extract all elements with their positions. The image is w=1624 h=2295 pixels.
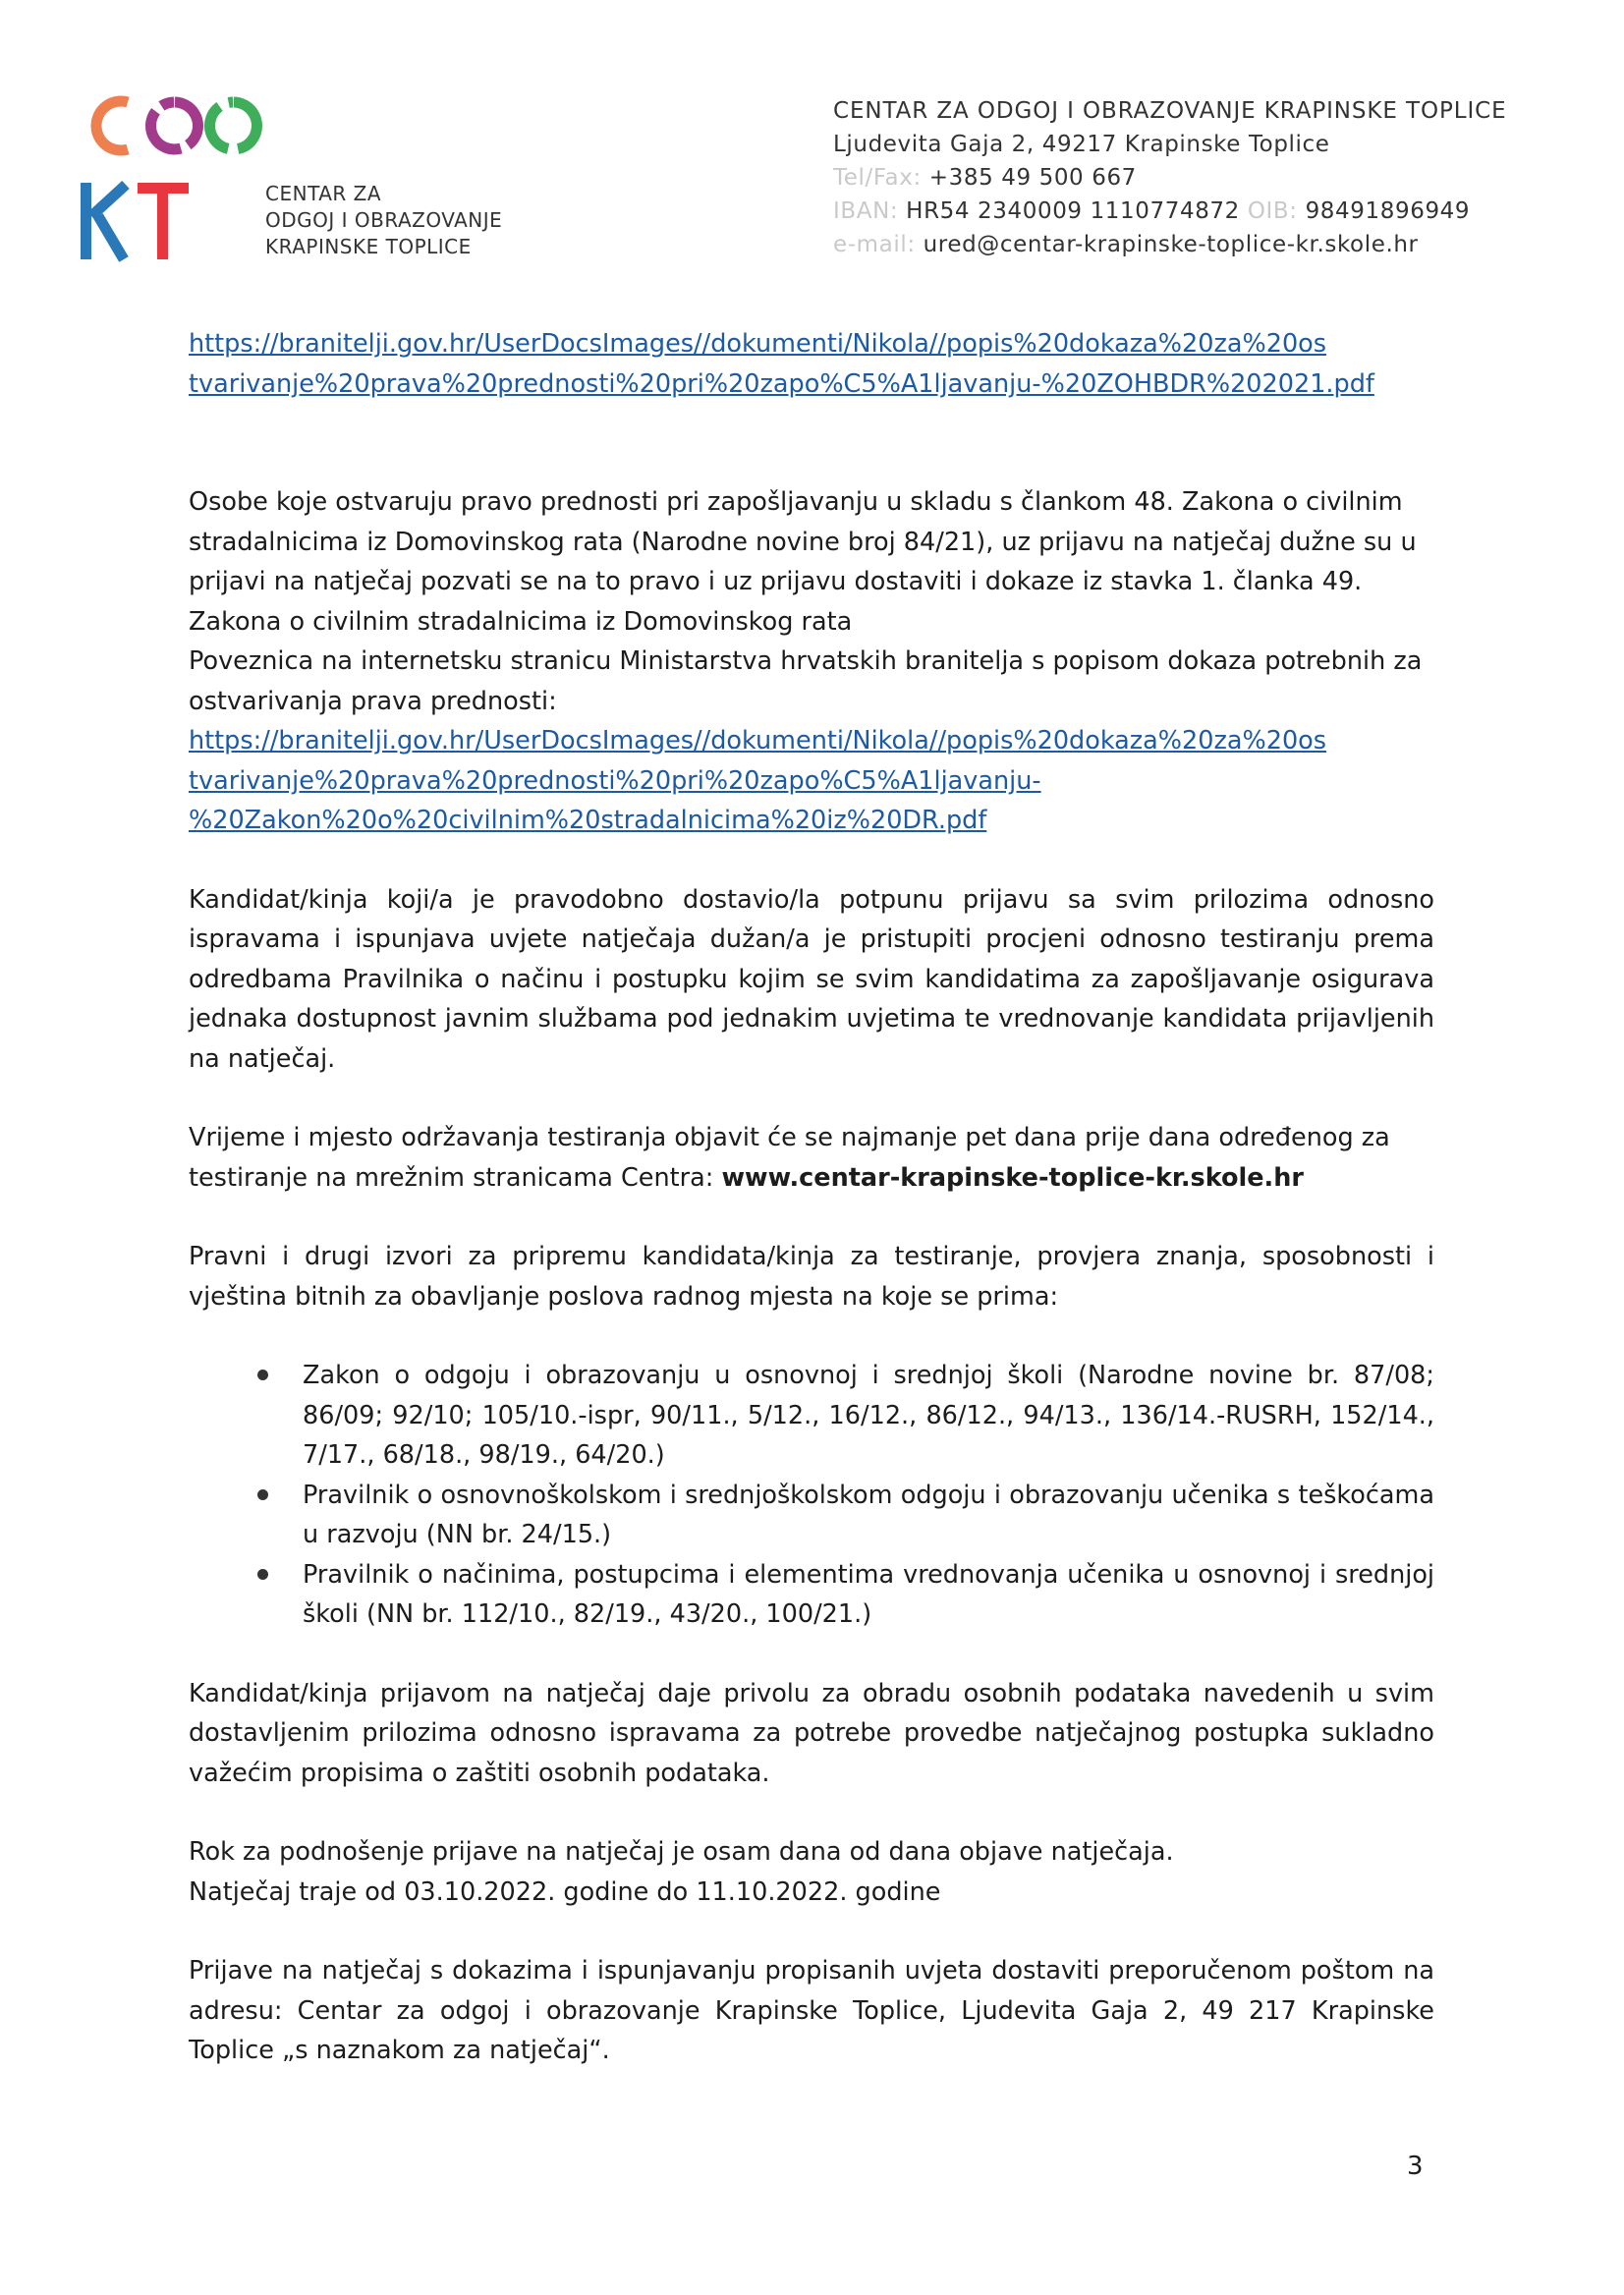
paragraph-rok-line-2: Natječaj traje od 03.10.2022. godine do 11.10.2022. godine xyxy=(189,1876,941,1907)
header-contact xyxy=(833,94,1599,261)
paragraph-izvori: Pravni i drugi izvori za pripremu kandidata/kinja za testiranje, provjera znanja, sposobnosti i vještina bitnih za obavljanje poslova radnog mjesta na koje se prima: xyxy=(189,1242,1434,1312)
address: Ljudevita Gaja 2, 49217 Krapinske Toplice xyxy=(833,132,1330,157)
oib-label: OIB: xyxy=(1247,198,1298,224)
oib-value: 98491896949 xyxy=(1305,198,1471,224)
paragraph-rok-line-1: Rok za podnošenje prijave na natječaj je osam dana od dana objave natječaja. xyxy=(189,1837,1174,1867)
sources-list xyxy=(189,1356,1434,1635)
email-value: ured@centar-krapinske-toplice-kr.skole.hr xyxy=(923,232,1419,257)
link-civilni[interactable] xyxy=(189,721,1434,841)
organization-name: CENTAR ZA ODGOJ I OBRAZOVANJE KRAPINSKE TOPLICE xyxy=(833,98,1507,124)
bullet-icon xyxy=(257,1489,268,1500)
link-civilni-line-1[interactable]: https://branitelji.gov.hr/UserDocsImages//dokumenti/Nikola//popis%20dokaza%20za%20os xyxy=(189,726,1327,756)
paragraph-vrijeme xyxy=(189,1118,1434,1198)
source-text: Zakon o odgoju i obrazovanju u osnovnoj i srednjoj školi (Narodne novine br. 87/08; 86/09; 92/10; 105/10.-ispr, 90/11., 5/12., 16/12., 86/12., 94/13., 136/14.-RUSRH, 152/14., 7/17., 68/18., 98/19., 64/20.) xyxy=(303,1361,1434,1470)
phone-value: +385 49 500 667 xyxy=(928,165,1137,191)
logo-line-1: CENTAR ZA xyxy=(265,182,382,205)
logo-line-3: KRAPINSKE TOPLICE xyxy=(265,235,472,258)
email-line xyxy=(833,228,1599,261)
source-text: Pravilnik o osnovnoškolskom i srednjoškolskom odgoju i obrazovanju učenika s teškoćama u razvoju (NN br. 24/15.) xyxy=(303,1480,1434,1549)
logo-mark xyxy=(77,86,263,263)
document-body xyxy=(189,324,1434,2071)
paragraph-poveznica: Poveznica na internetsku stranicu Ministarstva hrvatskih branitelja s popisom dokaza potrebnih za ostvarivanja prava prednosti: xyxy=(189,646,1423,716)
list-item xyxy=(303,1476,1434,1555)
paragraph-civilni-stradalnici: Osobe koje ostvaruju pravo prednosti pri zapošljavanju u skladu s člankom 48. Zakona o civilnim stradalnicima iz Domovinskog rata (Narodne novine broj 84/21), uz prijavu na natječaj dužne su u prijavi na natječaj pozvati se na to pravo i uz prijavu dostaviti i dokaze iz stavka 1. članka 49. Zakona o civilnim stradalnicima iz Domovinskog rata xyxy=(189,487,1417,637)
link-zohbdr[interactable] xyxy=(189,324,1434,404)
paragraph-prijave: Prijave na natječaj s dokazima i ispunjavanju propisanih uvjeta dostaviti preporučenom poštom na adresu: Centar za odgoj i obrazovanje Krapinske Toplice, Ljudevita Gaja 2, 49 217 Krapinske Toplice „s naznakom za natječaj“. xyxy=(189,1956,1434,2065)
iban-line xyxy=(833,195,1599,228)
page-number: 3 xyxy=(1407,2152,1424,2181)
list-item xyxy=(303,1356,1434,1476)
bullet-icon xyxy=(257,1370,268,1380)
email-label: e-mail: xyxy=(833,232,916,257)
logo xyxy=(77,86,529,263)
source-text: Pravilnik o načinima, postupcima i elementima vrednovanja učenika u osnovnoj i srednjoj školi (NN br. 112/10., 82/19., 43/20., 100/21.) xyxy=(303,1559,1434,1629)
link-civilni-line-3[interactable]: %20Zakon%20o%20civilnim%20stradalnicima%20iz%20DR.pdf xyxy=(189,806,987,835)
centre-website: www.centar-krapinske-toplice-kr.skole.hr xyxy=(721,1162,1304,1193)
list-item xyxy=(303,1555,1434,1635)
paragraph-kandidat: Kandidat/kinja koji/a je pravodobno dostavio/la potpunu prijavu sa svim prilozima odnosno ispravama i ispunjava uvjete natječaja dužan/a je pristupiti procjeni odnosno testiranju prema odredbama Pravilnika o načinu i postupku kojim se svim kandidatima za zapošljavanje osigurava jednaka dostupnost javnim službama pod jednakim uvjetima te vrednovanje kandidata prijavljenih na natječaj. xyxy=(189,884,1434,1074)
link-civilni-line-2[interactable]: tvarivanje%20prava%20prednosti%20pri%20zapo%C5%A1ljavanju- xyxy=(189,765,1041,796)
phone-line xyxy=(833,161,1599,195)
paragraph-privola: Kandidat/kinja prijavom na natječaj daje privolu za obradu osobnih podataka navedenih u svim dostavljenim prilozima odnosno ispravama za potrebe provedbe natječajnog postupka sukladno važećim propisima o zaštiti osobnih podataka. xyxy=(189,1678,1434,1788)
paragraph-rok xyxy=(189,1832,1434,1912)
logo-text xyxy=(265,181,502,260)
logo-line-2: ODGOJ I OBRAZOVANJE xyxy=(265,208,503,232)
bullet-icon xyxy=(257,1569,268,1580)
iban-label: IBAN: xyxy=(833,198,899,224)
phone-label: Tel/Fax: xyxy=(833,165,922,191)
link-zohbdr-line-1[interactable]: https://branitelji.gov.hr/UserDocsImages//dokumenti/Nikola//popis%20dokaza%20za%20os xyxy=(189,329,1327,359)
iban-value: HR54 2340009 1110774872 xyxy=(906,198,1240,224)
paragraph-vrijeme-text: Vrijeme i mjesto održavanja testiranja objavit će se najmanje pet dana prije dana određenog za testiranje na mrežnim stranicama Centra: xyxy=(189,1123,1390,1193)
link-zohbdr-line-2[interactable]: tvarivanje%20prava%20prednosti%20pri%20zapo%C5%A1ljavanju-%20ZOHBDR%202021.pdf xyxy=(189,368,1374,399)
